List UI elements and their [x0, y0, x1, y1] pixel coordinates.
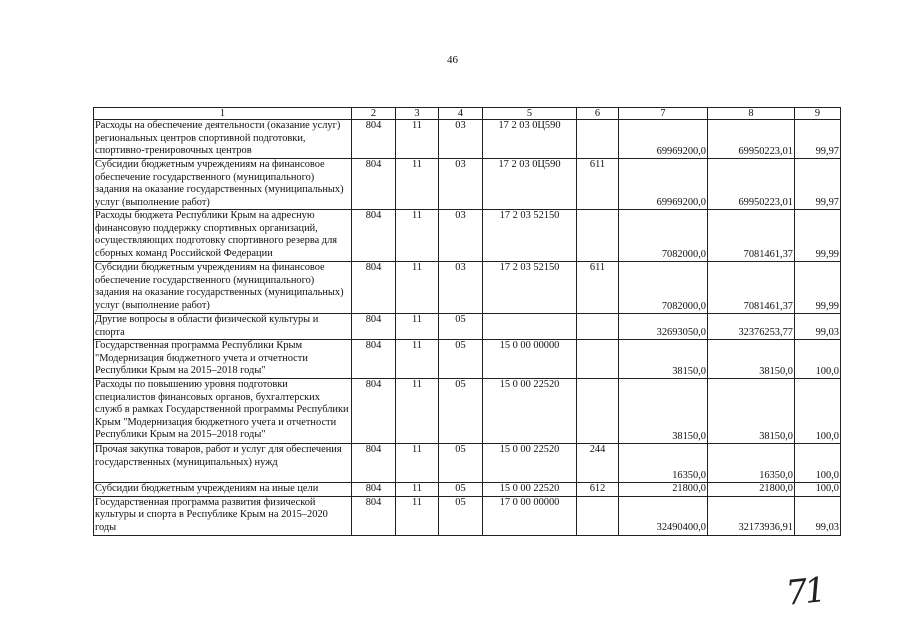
cell-code: 804 — [352, 314, 396, 340]
cell-planned: 21800,0 — [619, 483, 708, 497]
column-header: 4 — [439, 108, 483, 120]
handwritten-page-number: 71 — [784, 570, 826, 614]
cell-expense-type — [577, 379, 619, 444]
cell-description: Субсидии бюджетным учреждениям на финансовое обеспечение государственного (муниципального) задания на оказание государственных (муниципальных) услуг (выполнение работ) — [94, 159, 352, 210]
cell-code: 804 — [352, 444, 396, 483]
cell-description: Прочая закупка товаров, работ и услуг для обеспечения государственных (муниципальных) нужд — [94, 444, 352, 483]
page-number: 46 — [447, 54, 458, 66]
cell-target-article — [483, 314, 577, 340]
table-row — [94, 210, 841, 262]
cell-expense-type: 612 — [577, 483, 619, 497]
cell-expense-type: 611 — [577, 262, 619, 314]
cell-percent: 100,0 — [795, 379, 841, 444]
cell-code: 804 — [352, 159, 396, 210]
cell-expense-type — [577, 496, 619, 535]
cell-planned: 38150,0 — [619, 379, 708, 444]
cell-planned: 38150,0 — [619, 340, 708, 379]
cell-percent: 100,0 — [795, 340, 841, 379]
cell-subsection: 05 — [439, 483, 483, 497]
column-header: 8 — [708, 108, 795, 120]
table-row — [94, 120, 841, 159]
cell-planned: 32693050,0 — [619, 314, 708, 340]
cell-expense-type — [577, 314, 619, 340]
cell-executed: 32376253,77 — [708, 314, 795, 340]
table-row — [94, 262, 841, 314]
cell-expense-type — [577, 210, 619, 262]
cell-target-article: 17 2 03 52150 — [483, 262, 577, 314]
cell-percent: 99,99 — [795, 210, 841, 262]
cell-section: 11 — [396, 159, 439, 210]
cell-section: 11 — [396, 496, 439, 535]
cell-expense-type — [577, 340, 619, 379]
column-header: 3 — [396, 108, 439, 120]
cell-section: 11 — [396, 120, 439, 159]
table-row — [94, 379, 841, 444]
cell-percent: 99,03 — [795, 496, 841, 535]
cell-percent: 99,99 — [795, 262, 841, 314]
cell-executed: 16350,0 — [708, 444, 795, 483]
cell-description: Государственная программа развития физической культуры и спорта в Республике Крым на 2015–2020 годы — [94, 496, 352, 535]
cell-subsection: 05 — [439, 379, 483, 444]
cell-section: 11 — [396, 483, 439, 497]
column-header: 7 — [619, 108, 708, 120]
cell-section: 11 — [396, 340, 439, 379]
cell-planned: 69969200,0 — [619, 159, 708, 210]
cell-code: 804 — [352, 483, 396, 497]
cell-target-article: 15 0 00 22520 — [483, 483, 577, 497]
cell-subsection: 03 — [439, 159, 483, 210]
cell-description: Субсидии бюджетным учреждениям на иные цели — [94, 483, 352, 497]
cell-subsection: 03 — [439, 120, 483, 159]
cell-subsection: 03 — [439, 210, 483, 262]
cell-expense-type — [577, 120, 619, 159]
cell-target-article: 17 0 00 00000 — [483, 496, 577, 535]
table-row — [94, 159, 841, 210]
table-row — [94, 496, 841, 535]
cell-executed: 7081461,37 — [708, 210, 795, 262]
cell-code: 804 — [352, 496, 396, 535]
cell-section: 11 — [396, 379, 439, 444]
column-header: 9 — [795, 108, 841, 120]
cell-percent: 99,03 — [795, 314, 841, 340]
cell-target-article: 15 0 00 00000 — [483, 340, 577, 379]
budget-table — [93, 107, 841, 536]
cell-planned: 7082000,0 — [619, 262, 708, 314]
cell-description: Субсидии бюджетным учреждениям на финансовое обеспечение государственного (муниципального) задания на оказание государственных (муниципальных) услуг (выполнение работ) — [94, 262, 352, 314]
cell-description: Расходы на обеспечение деятельности (оказание услуг) региональных центров спортивной подготовки, спортивно-тренировочных центров — [94, 120, 352, 159]
column-header: 6 — [577, 108, 619, 120]
cell-executed: 69950223,01 — [708, 120, 795, 159]
cell-executed: 38150,0 — [708, 340, 795, 379]
cell-target-article: 17 2 03 0Ц590 — [483, 120, 577, 159]
cell-planned: 32490400,0 — [619, 496, 708, 535]
table-row — [94, 314, 841, 340]
column-header: 5 — [483, 108, 577, 120]
cell-percent: 99,97 — [795, 159, 841, 210]
cell-subsection: 05 — [439, 340, 483, 379]
cell-percent: 99,97 — [795, 120, 841, 159]
cell-expense-type: 611 — [577, 159, 619, 210]
cell-target-article: 17 2 03 52150 — [483, 210, 577, 262]
cell-subsection: 05 — [439, 496, 483, 535]
cell-executed: 38150,0 — [708, 379, 795, 444]
cell-section: 11 — [396, 444, 439, 483]
cell-code: 804 — [352, 120, 396, 159]
table-row — [94, 444, 841, 483]
cell-code: 804 — [352, 262, 396, 314]
cell-subsection: 05 — [439, 444, 483, 483]
cell-percent: 100,0 — [795, 444, 841, 483]
cell-description: Другие вопросы в области физической культуры и спорта — [94, 314, 352, 340]
cell-percent: 100,0 — [795, 483, 841, 497]
cell-subsection: 05 — [439, 314, 483, 340]
cell-section: 11 — [396, 210, 439, 262]
table-header-row — [94, 108, 841, 120]
cell-planned: 16350,0 — [619, 444, 708, 483]
cell-executed: 32173936,91 — [708, 496, 795, 535]
column-header: 1 — [94, 108, 352, 120]
cell-description: Расходы бюджета Республики Крым на адресную финансовую поддержку спортивных организаций, осуществляющих подготовку спортивного резерва для сборных команд Российской Федерации — [94, 210, 352, 262]
cell-executed: 21800,0 — [708, 483, 795, 497]
cell-target-article: 17 2 03 0Ц590 — [483, 159, 577, 210]
cell-expense-type: 244 — [577, 444, 619, 483]
cell-code: 804 — [352, 379, 396, 444]
cell-section: 11 — [396, 314, 439, 340]
cell-executed: 7081461,37 — [708, 262, 795, 314]
table-row — [94, 483, 841, 497]
cell-target-article: 15 0 00 22520 — [483, 444, 577, 483]
cell-planned: 69969200,0 — [619, 120, 708, 159]
cell-code: 804 — [352, 210, 396, 262]
column-header: 2 — [352, 108, 396, 120]
cell-subsection: 03 — [439, 262, 483, 314]
cell-description: Государственная программа Республики Крым "Модернизация бюджетного учета и отчетности Республики Крым на 2015–2018 годы" — [94, 340, 352, 379]
cell-code: 804 — [352, 340, 396, 379]
table-row — [94, 340, 841, 379]
cell-description: Расходы по повышению уровня подготовки специалистов финансовых органов, бухгалтерских служб в рамках Государственной программы Республики Крым "Модернизация бюджетного учета и отчетности Республики Крым на 2015–2018 годы" — [94, 379, 352, 444]
cell-target-article: 15 0 00 22520 — [483, 379, 577, 444]
cell-executed: 69950223,01 — [708, 159, 795, 210]
cell-section: 11 — [396, 262, 439, 314]
cell-planned: 7082000,0 — [619, 210, 708, 262]
